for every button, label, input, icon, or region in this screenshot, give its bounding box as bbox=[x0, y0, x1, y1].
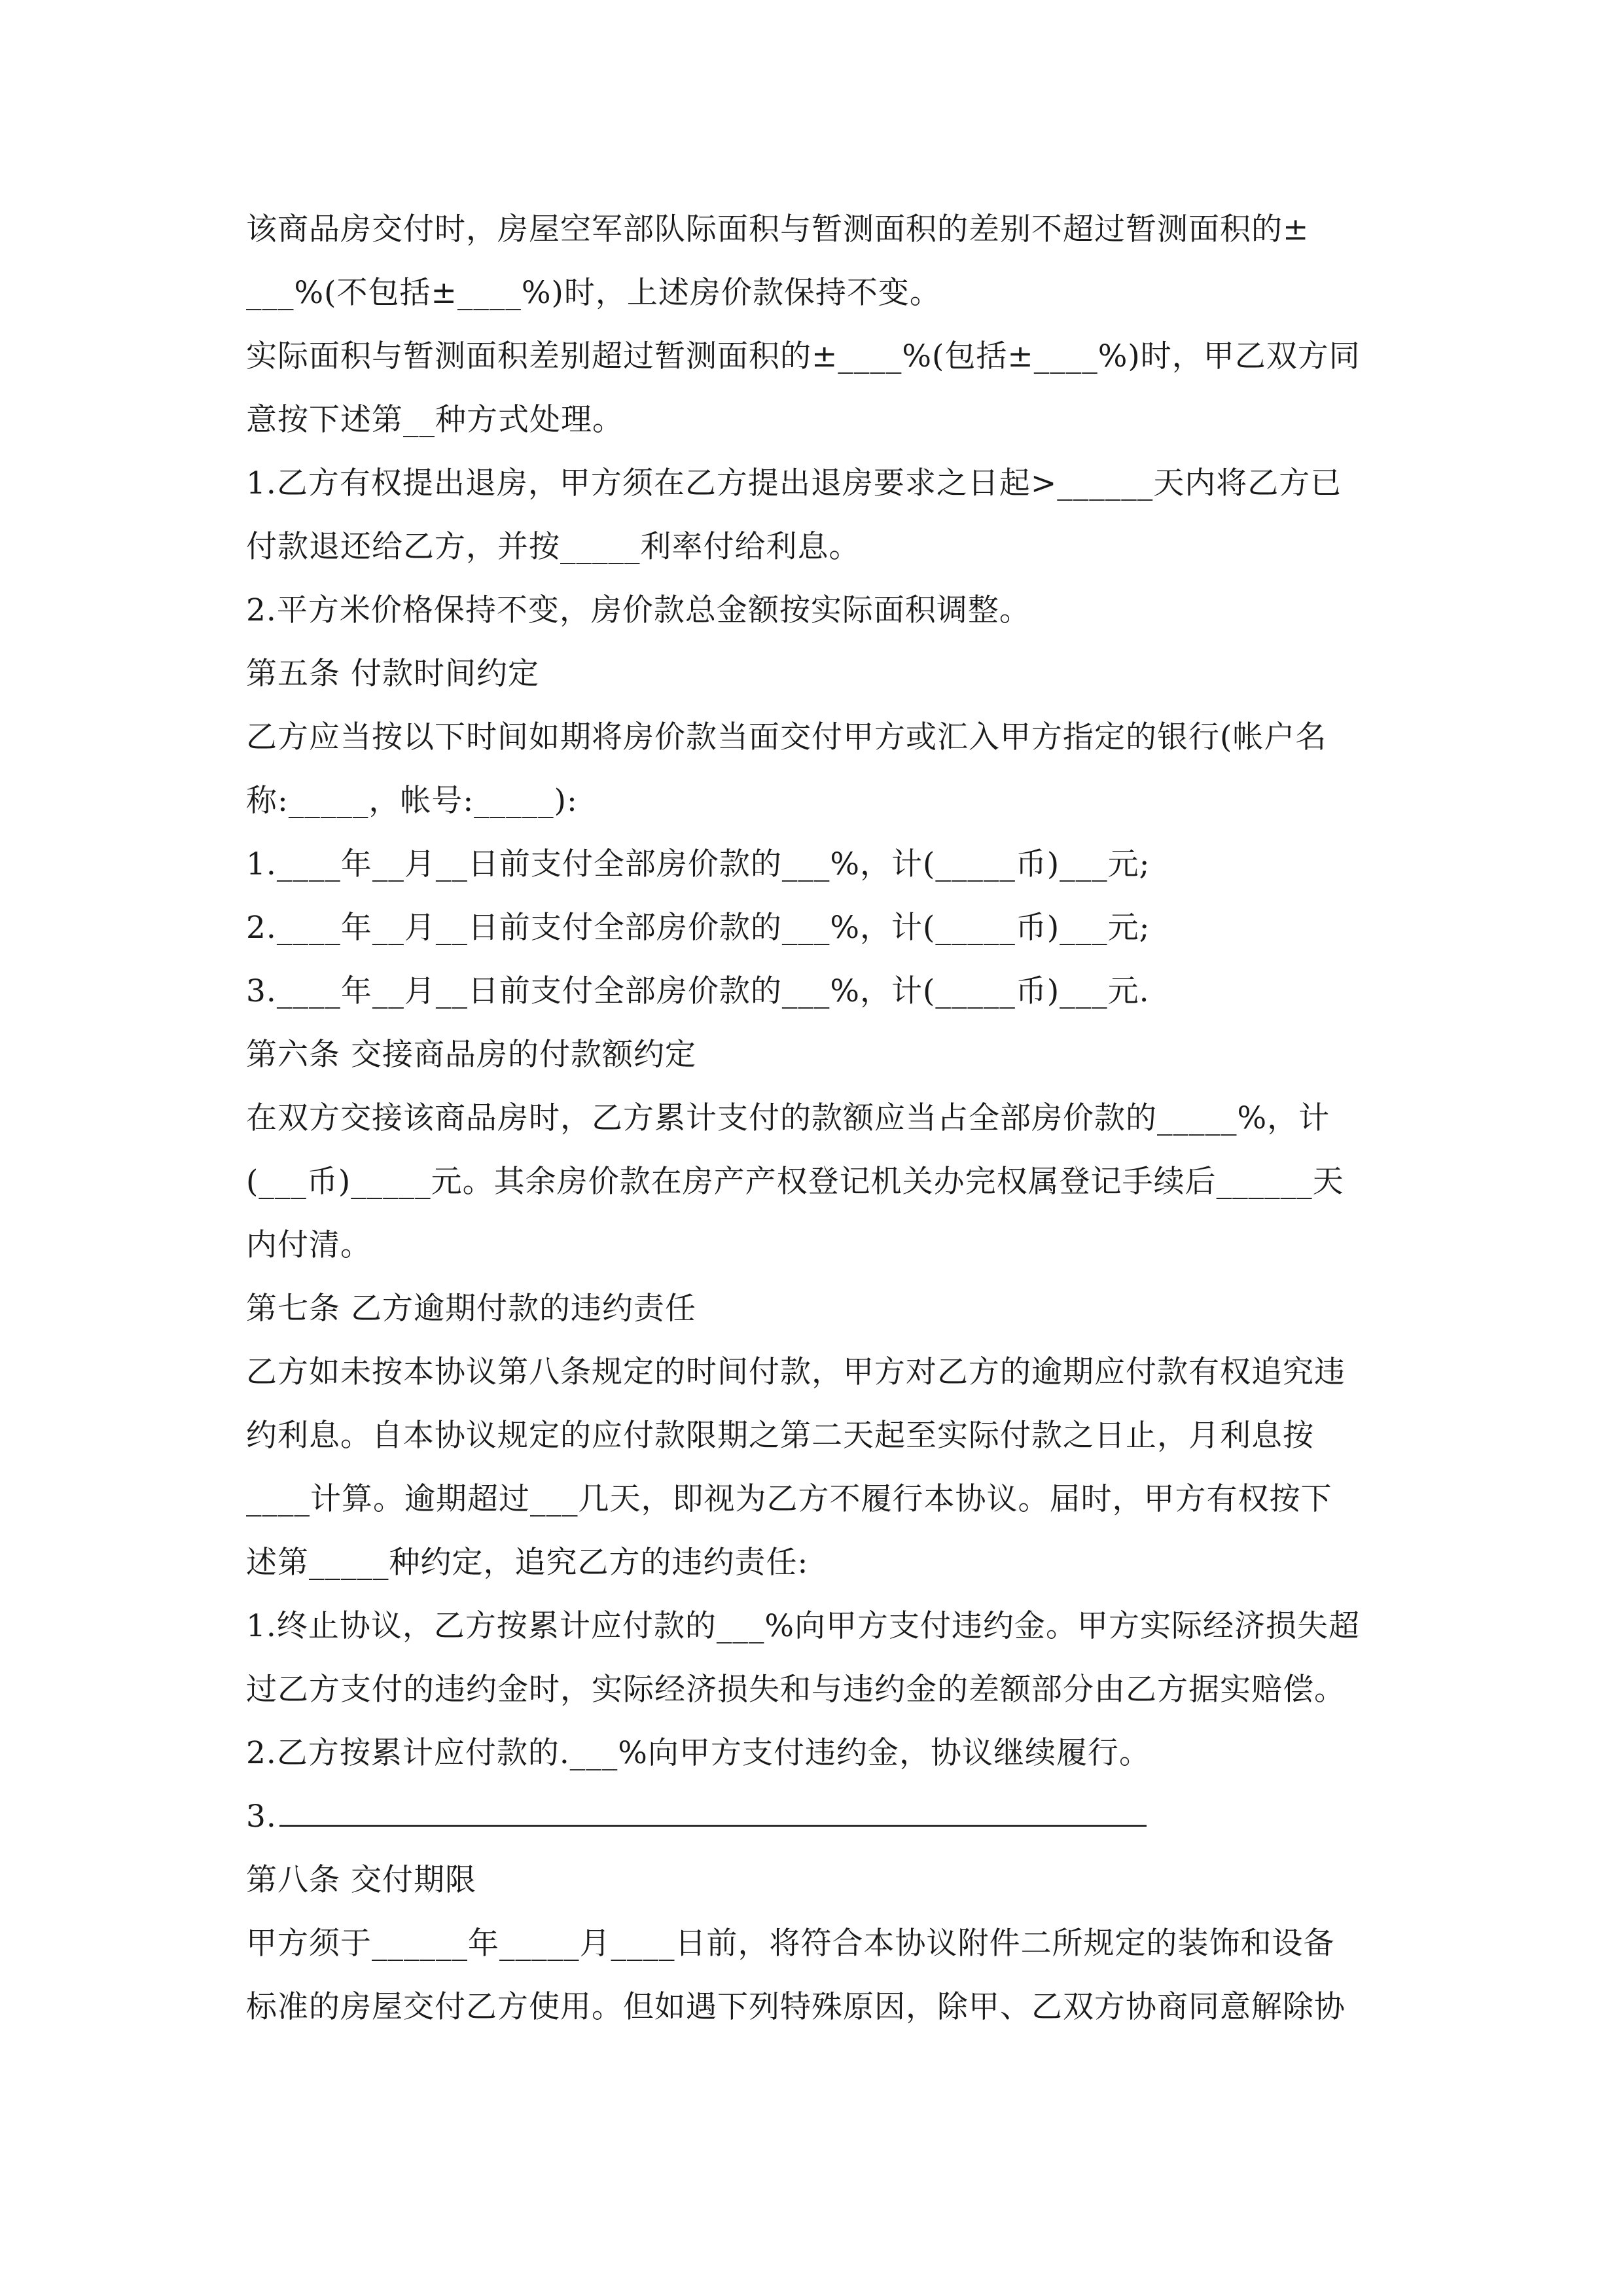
blank-rule bbox=[279, 1796, 1147, 1827]
article-heading: 第七条 乙方逾期付款的违约责任 bbox=[246, 1291, 696, 1327]
text-line: 1.乙方有权提出退房，甲方须在乙方提出退房要求之日起>______天内将乙方已 bbox=[246, 465, 1342, 501]
text-line: 内付清。 bbox=[246, 1227, 372, 1263]
text-line: 1.终止协议，乙方按累计应付款的___%向甲方支付违约金。甲方实际经济损失超 bbox=[246, 1608, 1360, 1644]
blank-item-line bbox=[246, 1785, 1398, 1848]
article-heading: 第八条 交付期限 bbox=[246, 1862, 476, 1898]
text-line: 过乙方支付的违约金时，实际经济损失和与违约金的差额部分由乙方据实赔偿。 bbox=[246, 1672, 1346, 1708]
text-line: 在双方交接该商品房时，乙方累计支付的款额应当占全部房价款的_____%，计 bbox=[246, 1100, 1330, 1136]
text-line: 2.平方米价格保持不变，房价款总金额按实际面积调整。 bbox=[246, 592, 1031, 628]
text-line: 乙方如未按本协议第八条规定的时间付款，甲方对乙方的逾期应付款有权追究违 bbox=[246, 1354, 1346, 1390]
article-heading: 第五条 付款时间约定 bbox=[246, 656, 539, 692]
text-line: (___币)_____元。其余房价款在房产产权登记机关办完权属登记手续后______天 bbox=[246, 1164, 1344, 1200]
text-line: 实际面积与暂测面积差别超过暂测面积的±____%(包括±____%)时，甲乙双方同 bbox=[246, 338, 1361, 374]
text-line: 标准的房屋交付乙方使用。但如遇下列特殊原因，除甲、乙双方协商同意解除协 bbox=[246, 1989, 1346, 2025]
text-line: 约利息。自本协议规定的应付款限期之第二天起至实际付款之日止，月利息按 bbox=[246, 1418, 1314, 1454]
text-line: 述第_____种约定，追究乙方的违约责任: bbox=[246, 1545, 809, 1581]
text-line: 2.____年__月__日前支付全部房价款的___%，计(_____币)___元; bbox=[246, 910, 1150, 946]
text-line: 2.乙方按累计应付款的.___%向甲方支付违约金，协议继续履行。 bbox=[246, 1735, 1150, 1771]
text-line: 该商品房交付时，房屋空军部队际面积与暂测面积的差别不超过暂测面积的± bbox=[246, 211, 1310, 247]
text-line: 付款退还给乙方，并按_____利率付给利息。 bbox=[246, 529, 861, 565]
article-heading: 第六条 交接商品房的付款额约定 bbox=[246, 1037, 696, 1073]
text-line: 意按下述第__种方式处理。 bbox=[246, 402, 624, 438]
text-line: 乙方应当按以下时间如期将房价款当面交付甲方或汇入甲方指定的银行(帐户名 bbox=[246, 719, 1327, 755]
text-line: 甲方须于______年_____月____日前，将符合本协议附件二所规定的装饰和设备 bbox=[246, 1926, 1335, 1962]
text-line: ___%(不包括±____%)时，上述房价款保持不变。 bbox=[246, 275, 941, 311]
item-number: 3. bbox=[246, 1799, 277, 1835]
text-line: 3.____年__月__日前支付全部房价款的___%，计(_____币)___元. bbox=[246, 973, 1150, 1009]
text-line: 1.____年__月__日前支付全部房价款的___%，计(_____币)___元; bbox=[246, 846, 1150, 882]
text-line: 称:_____，帐号:_____): bbox=[246, 783, 578, 819]
document-body bbox=[246, 198, 1398, 2039]
text-line: ____计算。逾期超过___几天，即视为乙方不履行本协议。届时，甲方有权按下 bbox=[246, 1481, 1332, 1517]
